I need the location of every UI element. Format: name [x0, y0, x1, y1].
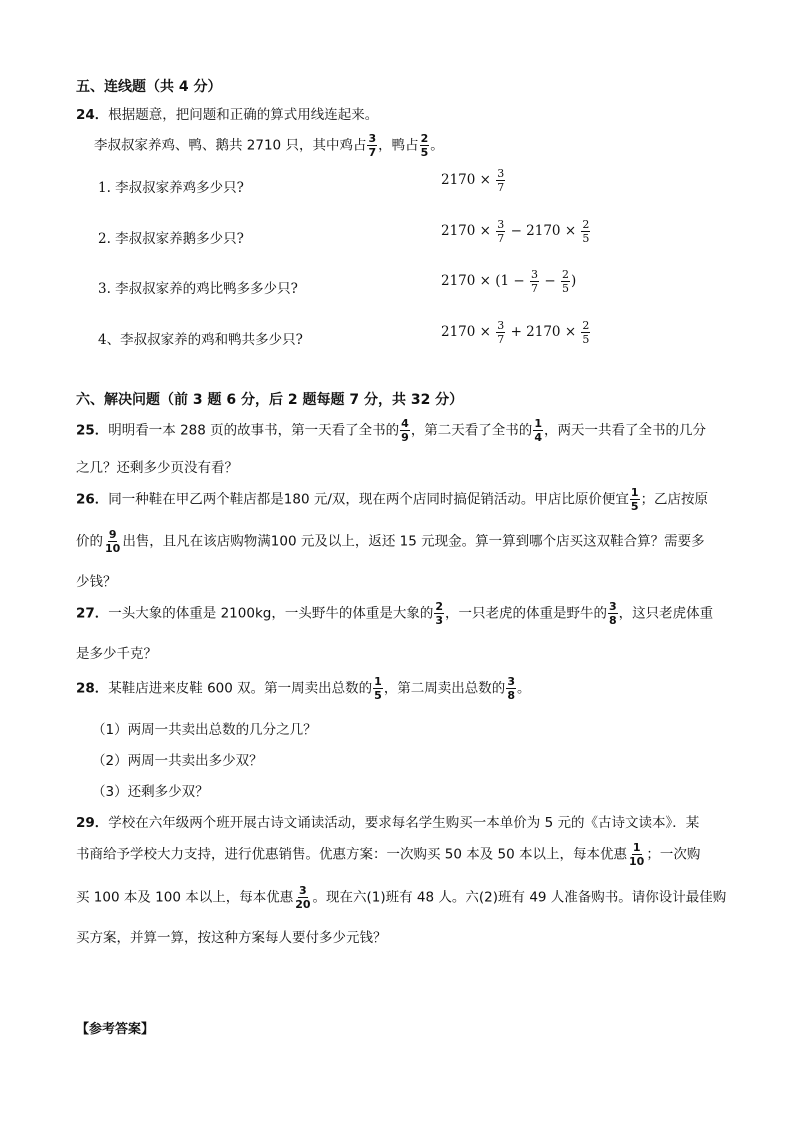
- match-formula-2[interactable]: [441, 219, 591, 244]
- fraction: [496, 168, 505, 193]
- denominator: 10: [105, 542, 121, 555]
- question-number: 28．: [76, 680, 109, 697]
- question-25-line-1: [76, 418, 706, 443]
- denominator: 8: [507, 689, 515, 702]
- denominator: 3: [435, 614, 443, 627]
- match-formula-1[interactable]: [441, 168, 506, 193]
- denominator: 9: [401, 431, 409, 444]
- question-number: 26．: [76, 491, 109, 508]
- denominator: 7: [497, 333, 505, 346]
- match-formula-3[interactable]: [441, 269, 576, 294]
- question-text: 某鞋店进来皮鞋 600 双。第一周卖出总数的: [108, 680, 373, 697]
- match-question-3[interactable]: 3. 李叔叔家养的鸡比鸭多多少只?: [98, 281, 298, 297]
- question-number: 29．: [76, 815, 109, 831]
- question-text: ，第二天看了全书的: [410, 422, 533, 439]
- question-number: 24．: [76, 107, 109, 123]
- question-text: 书商给予学校大力支持，进行优惠销售。优惠方案：一次购买 50 本及 50 本以上，每本优惠: [76, 846, 628, 863]
- denominator: 10: [629, 855, 645, 868]
- formula-text: 2170 ×: [441, 223, 491, 239]
- formula-text: 2170 ×: [441, 172, 491, 188]
- question-25-line-2: 之几？还剩多少页没有看？: [76, 460, 238, 476]
- question-26-line-1: [76, 487, 708, 512]
- match-question-4[interactable]: 4、李叔叔家养的鸡和鸭共多少只?: [98, 332, 303, 348]
- question-text: 出售，且凡在该店购物满100 元及以上，返还 15 元现金。算一算到哪个店买这双鞋合算？需要多: [122, 533, 705, 550]
- denominator: 7: [497, 232, 505, 245]
- question-29-line-4: 买方案，并算一算，按这种方案每人要付多少元钱？: [76, 930, 387, 946]
- question-28-sub-2: （2）两周一共卖出多少双？: [92, 753, 263, 769]
- denominator: 7: [368, 146, 377, 159]
- question-text: ；乙店按原: [640, 491, 709, 508]
- numerator: 1: [630, 486, 639, 499]
- numerator: 3: [531, 268, 539, 281]
- question-text: ，第二周卖出总数的: [383, 680, 506, 697]
- match-question-1[interactable]: 1. 李叔叔家养鸡多少只?: [98, 180, 244, 196]
- fraction: [628, 842, 645, 867]
- question-28-sub-3: （3）还剩多少双？: [92, 784, 209, 800]
- formula-text: 2170 ×: [441, 273, 491, 289]
- fraction: [530, 269, 539, 294]
- question-28-line-1: [76, 676, 530, 701]
- numerator: 2: [582, 218, 590, 231]
- denominator: 4: [534, 431, 542, 444]
- fraction: [581, 320, 590, 345]
- numerator: 3: [507, 675, 515, 688]
- fraction: [506, 676, 516, 701]
- question-text: 明明看一本 288 页的故事书，第一天看了全书的: [108, 422, 400, 439]
- question-27-line-1: [76, 601, 713, 626]
- denominator: 7: [497, 181, 505, 194]
- question-text: ，这只老虎体重: [618, 605, 714, 622]
- fraction: [496, 320, 505, 345]
- denominator: 7: [531, 282, 539, 295]
- denominator: 8: [609, 614, 617, 627]
- section-6-title: 六、解决问题（前 3 题 6 分，后 2 题每题 7 分，共 32 分）: [76, 392, 464, 408]
- fraction: [420, 133, 430, 158]
- question-24-stem: [94, 133, 444, 158]
- question-29-line-2: [76, 842, 700, 867]
- stem-text: 。: [430, 137, 444, 154]
- denominator: 5: [374, 689, 382, 702]
- formula-text: (1 −: [495, 273, 525, 289]
- question-text: 根据题意，把问题和正确的算式用线连起来。: [108, 107, 379, 123]
- numerator: 1: [632, 841, 641, 854]
- fraction: [104, 529, 121, 554]
- formula-text: + 2170 ×: [510, 324, 577, 340]
- numerator: 2: [582, 319, 590, 332]
- question-text: ，一只老虎的体重是野牛的: [445, 605, 607, 622]
- denominator: 5: [420, 146, 429, 159]
- fraction: [561, 269, 570, 294]
- formula-text: ): [570, 273, 577, 289]
- numerator: 3: [609, 600, 617, 613]
- numerator: 3: [497, 218, 505, 231]
- fraction: [400, 418, 410, 443]
- numerator: 3: [368, 132, 377, 145]
- question-text: ；一次购: [646, 846, 701, 863]
- numerator: 2: [435, 600, 443, 613]
- question-24: [76, 103, 378, 123]
- denominator: 20: [295, 898, 311, 911]
- fraction: [533, 418, 543, 443]
- fraction: [608, 601, 618, 626]
- numerator: 4: [401, 417, 409, 430]
- question-28-sub-1: （1）两周一共卖出总数的几分之几？: [92, 722, 317, 738]
- stem-text: ，鸭占: [378, 137, 419, 154]
- formula-text: − 2170 ×: [510, 223, 577, 239]
- question-number: 27．: [76, 605, 109, 622]
- answer-header: 【参考答案】: [76, 1022, 155, 1037]
- question-text: 一头大象的体重是 2100kg，一头野牛的体重是大象的: [108, 605, 434, 622]
- stem-text: 李叔叔家养鸡、鸭、鹅共 2710 只，其中鸡占: [94, 137, 367, 154]
- question-29-line-1: [76, 811, 699, 831]
- formula-text: 2170 ×: [441, 324, 491, 340]
- denominator: 5: [582, 333, 590, 346]
- fraction: [496, 219, 505, 244]
- numerator: 1: [374, 675, 382, 688]
- fraction: [630, 487, 640, 512]
- question-text: 。: [516, 680, 531, 697]
- denominator: 5: [582, 232, 590, 245]
- denominator: 5: [630, 500, 639, 513]
- fraction: [434, 601, 444, 626]
- question-26-line-2: [76, 529, 705, 554]
- question-text: 价的: [76, 533, 103, 550]
- numerator: 3: [497, 167, 505, 180]
- numerator: 2: [420, 132, 429, 145]
- question-text: ，两天一共看了全书的几分: [543, 422, 706, 439]
- match-question-2[interactable]: 2. 李叔叔家养鹅多少只?: [98, 231, 244, 247]
- question-26-line-3: 少钱？: [76, 574, 117, 590]
- numerator: 2: [561, 268, 569, 281]
- numerator: 9: [108, 528, 117, 541]
- denominator: 5: [561, 282, 569, 295]
- numerator: 1: [534, 417, 542, 430]
- numerator: 3: [497, 319, 505, 332]
- fraction: [581, 219, 590, 244]
- section-5-title: 五、连线题（共 4 分）: [76, 79, 222, 95]
- question-number: 25．: [76, 422, 109, 439]
- question-text: 同一种鞋在甲乙两个鞋店都是180 元/双，现在两个店同时搞促销活动。甲店比原价便宜: [108, 491, 629, 508]
- question-text: 学校在六年级两个班开展古诗文诵读活动，要求每名学生购买一本单价为 5 元的《古诗文读本》．某: [108, 815, 700, 831]
- question-27-line-2: 是多少千克？: [76, 646, 157, 662]
- fraction: [294, 885, 311, 910]
- fraction: [373, 676, 383, 701]
- question-text: 买 100 本及 100 本以上，每本优惠: [76, 889, 294, 906]
- question-text: 。现在六(1)班有 48 人。六(2)班有 49 人准备购书。请你设计最佳购: [312, 889, 727, 906]
- numerator: 3: [299, 884, 307, 897]
- question-29-line-3: [76, 885, 726, 910]
- formula-text: −: [544, 273, 556, 289]
- fraction: [367, 133, 377, 158]
- match-formula-4[interactable]: [441, 320, 591, 345]
